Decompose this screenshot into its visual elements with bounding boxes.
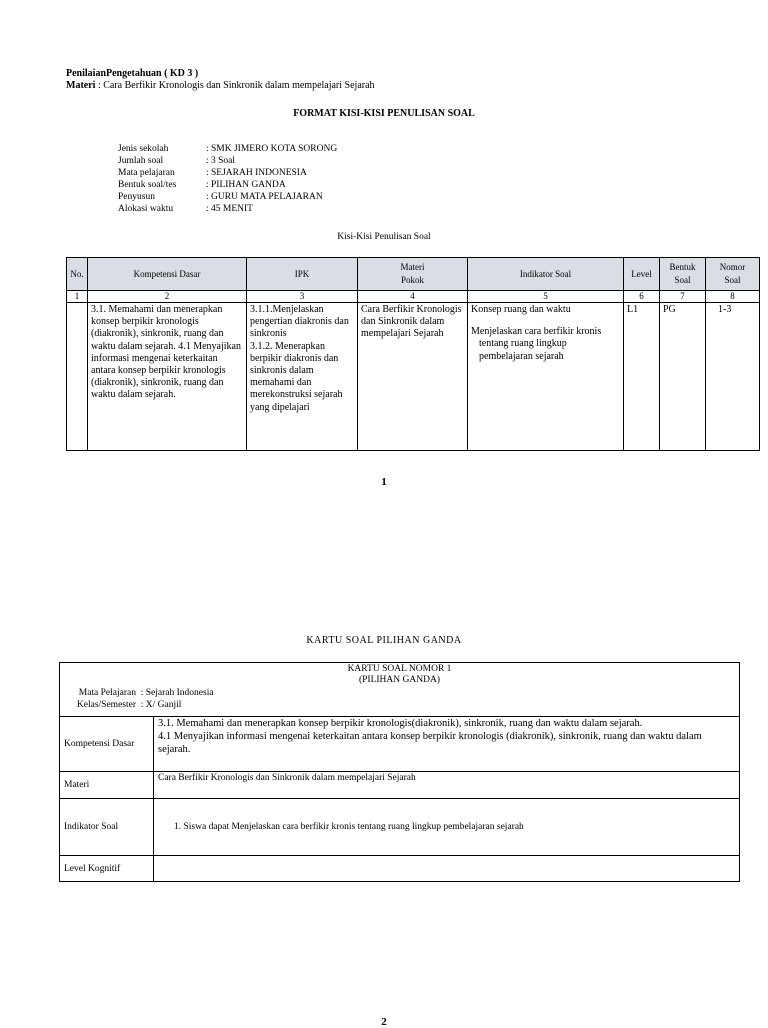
cell-indikator xyxy=(468,303,624,451)
identity-value: : GURU MATA PELAJARAN xyxy=(206,192,323,202)
column-number: 4 xyxy=(358,291,468,303)
kelas-value: : X/ Ganjil xyxy=(140,700,182,710)
ipk-item: 3.1.2. Menerapkan berpikir diakronis dan sinkronis dalam memahami dan merekonstruksi sejarah yang dipelajari xyxy=(250,340,343,413)
col-header-materi xyxy=(358,258,468,291)
col-header-bentuk-line: Soal xyxy=(674,275,691,285)
materi-value: : Cara Berfikir Kronologis dan Sinkronik dalam mempelajari Sejarah xyxy=(97,80,375,91)
cell-nomor: 1-3 xyxy=(706,303,760,451)
col-header-level: Level xyxy=(624,258,660,291)
identity-row xyxy=(118,168,307,179)
materi-line xyxy=(66,80,375,92)
kd-label: Kompetensi Dasar xyxy=(60,717,154,772)
column-number: 5 xyxy=(468,291,624,303)
kartu-row xyxy=(60,772,740,799)
identity-label: Jumlah soal xyxy=(118,156,164,166)
col-header-kd: Kompetensi Dasar xyxy=(88,258,247,291)
mapel-value: : Sejarah Indonesia xyxy=(140,688,214,698)
kartu-row xyxy=(60,799,740,856)
identity-label: Jenis sekolah xyxy=(118,144,169,154)
col-header-indikator: Indikator Soal xyxy=(468,258,624,291)
identity-label: Bentuk soal/tes xyxy=(118,180,177,190)
table-row xyxy=(67,303,760,451)
mapel-label: Mata Pelajaran xyxy=(78,688,136,698)
column-number: 1 xyxy=(67,291,88,303)
assessment-heading: PenilaianPengetahuan ( KD 3 ) xyxy=(66,68,199,79)
column-number: 3 xyxy=(247,291,358,303)
col-header-no: No. xyxy=(67,258,88,291)
cell-no xyxy=(67,303,88,451)
cell-ipk xyxy=(247,303,358,451)
level-label: Level Kognitif xyxy=(60,856,154,882)
cell-level: L1 xyxy=(624,303,660,451)
identity-value: : SMK JIMERO KOTA SORONG xyxy=(206,144,338,154)
kartu-row xyxy=(60,717,740,772)
column-number: 6 xyxy=(624,291,660,303)
column-number: 7 xyxy=(660,291,706,303)
ipk-item: 3.1.1.Menjelaskan pengertian diakronis dan sinkronis xyxy=(250,304,349,340)
kelas-label: Kelas/Semester xyxy=(76,700,136,710)
table-header-row xyxy=(67,258,760,291)
identity-row xyxy=(118,204,253,215)
level-value xyxy=(154,856,740,882)
column-number: 8 xyxy=(706,291,760,303)
materi-label: Materi xyxy=(60,772,154,799)
col-header-bentuk-line: Bentuk xyxy=(669,262,696,272)
column-number-row xyxy=(67,291,760,303)
kd-value xyxy=(154,717,740,772)
kartu-row xyxy=(60,856,740,882)
identity-label: Penyusun xyxy=(118,192,155,202)
kartu-title: KARTU SOAL PILIHAN GANDA xyxy=(306,635,462,646)
identity-row xyxy=(118,192,323,203)
col-header-bentuk xyxy=(660,258,706,291)
kartu-kelas xyxy=(60,699,739,711)
identity-row xyxy=(118,144,337,155)
column-number: 2 xyxy=(88,291,247,303)
identity-label: Alokasi waktu xyxy=(118,204,174,214)
identity-row xyxy=(118,180,286,191)
cell-bentuk: PG xyxy=(660,303,706,451)
col-header-nomor-line: Nomor xyxy=(719,262,746,272)
kd-item: 3.1. Memahami dan menerapkan konsep berpikir kronologis(diakronik), sinkronik, ruang dan waktu dalam sejarah. xyxy=(158,718,643,729)
kartu-type-title: (PILIHAN GANDA) xyxy=(358,675,440,685)
materi-value: Cara Berfikir Kronologis dan Sinkronik dalam mempelajari Sejarah xyxy=(154,772,740,799)
kisi-title: Kisi-Kisi Penulisan Soal xyxy=(337,232,431,242)
kd-item: 4.1 Menyajikan informasi mengenai keterkaitan antara konsep berpikir kronologis (diakronik), sinkronik, ruang dan waktu dalam sejarah. xyxy=(158,731,702,755)
cell-kd: 3.1. Memahami dan menerapkan konsep berpikir kronologis (diakronik), sinkronik, ruang dan waktu dalam sejarah. 4.1 Menyajikan informasi mengenai keterkaitan antara konsep berpikir kronologis (diakronik), sinkronik, ruang dan waktu dalam sejarah. xyxy=(88,303,247,451)
kartu-table xyxy=(59,662,740,882)
kartu-mapel xyxy=(60,687,739,699)
indikator-text: Menjelaskan cara berfikir kronis xyxy=(471,326,602,338)
indikator-value: 1. Siswa dapat Menjelaskan cara berfikir kronis tentang ruang lingkup pembelajaran sejarah xyxy=(154,799,740,856)
materi-label: Materi xyxy=(66,80,96,91)
identity-value: : 45 MENIT xyxy=(206,204,253,214)
col-header-ipk: IPK xyxy=(247,258,358,291)
identity-label: Mata pelajaran xyxy=(118,168,175,178)
cell-materi: Cara Berfikir Kronologis dan Sinkronik dalam mempelajari Sejarah xyxy=(358,303,468,451)
col-header-nomor-line: Soal xyxy=(724,275,741,285)
page-number: 1 xyxy=(381,476,387,488)
identity-value: : 3 Soal xyxy=(206,156,236,166)
identity-value: : SEJARAH INDONESIA xyxy=(206,168,307,178)
indikator-label: Indikator Soal xyxy=(60,799,154,856)
page-number: 2 xyxy=(381,1016,387,1028)
kartu-header-row xyxy=(60,663,740,717)
kisi-table xyxy=(66,257,760,451)
identity-value: : PILIHAN GANDA xyxy=(206,180,286,190)
kartu-header xyxy=(60,663,740,717)
identity-row xyxy=(118,156,235,167)
indikator-text: tentang ruang lingkup pembelajaran sejarah xyxy=(479,338,567,362)
col-header-nomor xyxy=(706,258,760,291)
indikator-topic: Konsep ruang dan waktu xyxy=(471,304,571,315)
format-title: FORMAT KISI-KISI PENULISAN SOAL xyxy=(293,108,475,119)
col-header-materi-line: Materi xyxy=(400,262,425,272)
col-header-materi-line: Pokok xyxy=(400,275,424,285)
kartu-number-title: KARTU SOAL NOMOR 1 xyxy=(347,664,452,674)
